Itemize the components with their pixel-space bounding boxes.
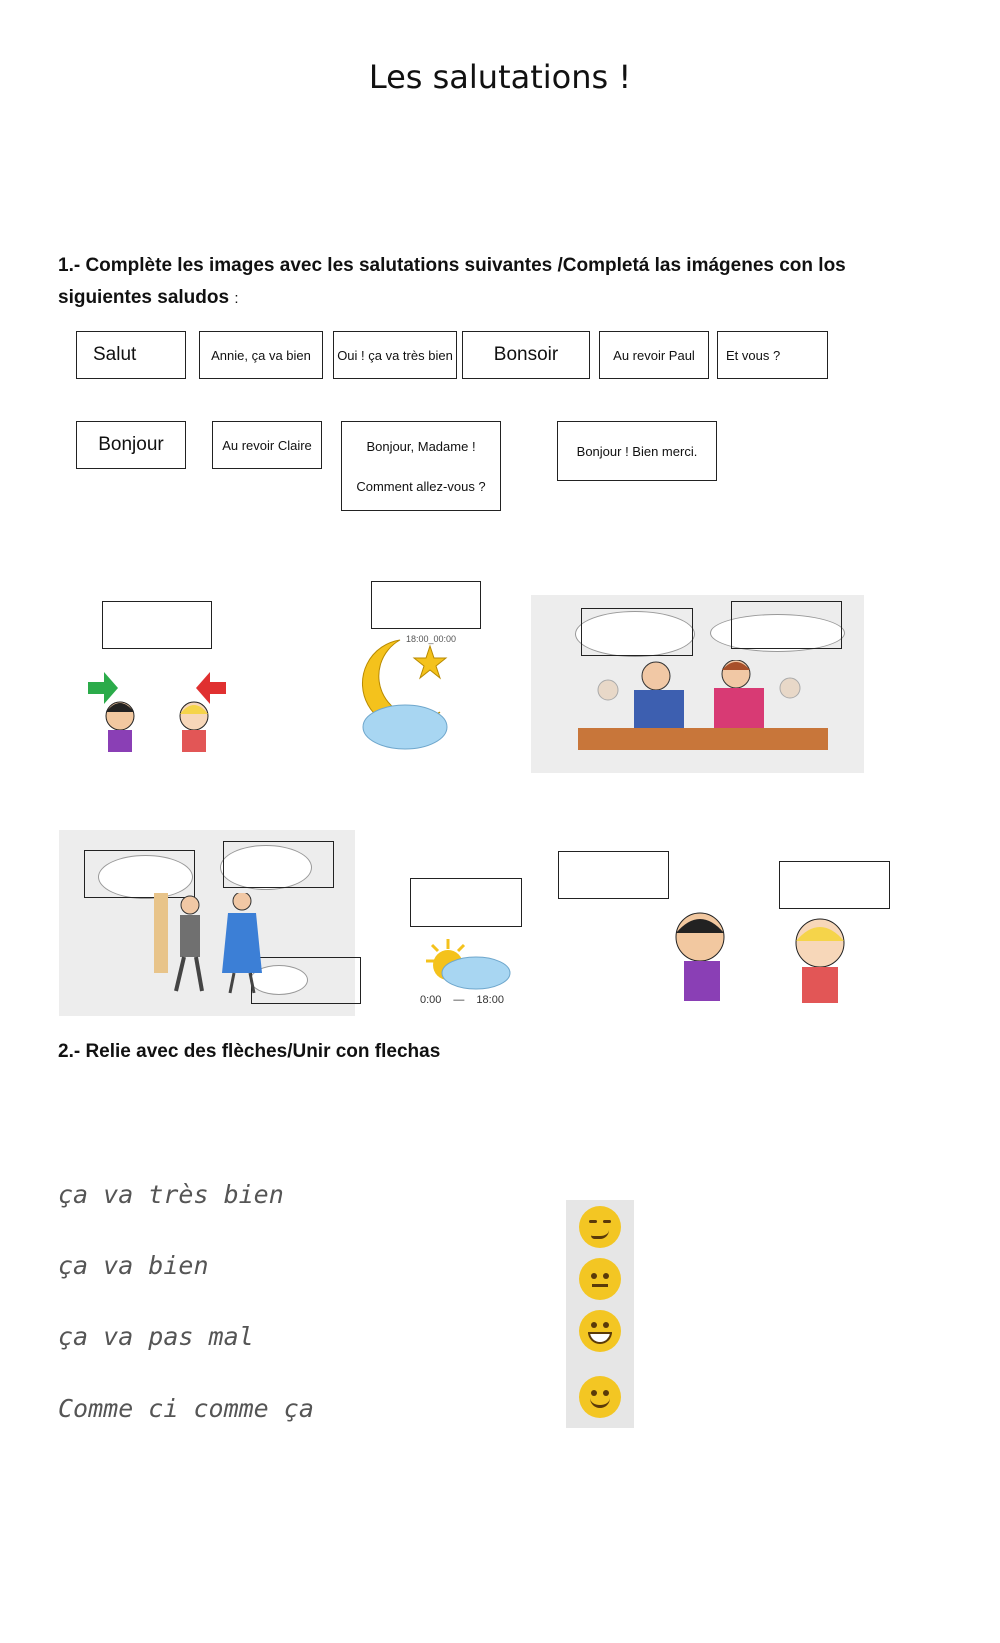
word-au-revoir-paul[interactable]: Au revoir Paul <box>599 331 709 379</box>
moon-star-illustration <box>360 632 460 762</box>
kids-greeting-illustration <box>86 668 236 758</box>
answer-box-kids-2-right[interactable] <box>779 861 890 909</box>
smiling-face-icon[interactable] <box>579 1376 621 1418</box>
answer-box-couple-2[interactable] <box>223 841 334 888</box>
word-bonjour-madame-line2: Comment allez-vous ? <box>356 478 486 494</box>
grinning-face-icon[interactable] <box>579 1310 621 1352</box>
answer-box-kids-1[interactable] <box>102 601 212 649</box>
day-time-label <box>420 994 504 1006</box>
question-1-text: 1.- Complète les images avec les salutations suivantes /Completá las imágenes con los <box>58 255 846 276</box>
answer-box-kids-2-left[interactable] <box>558 851 669 899</box>
word-bonsoir[interactable]: Bonsoir <box>462 331 590 379</box>
word-bonjour-madame-line1: Bonjour, Madame ! <box>366 438 476 454</box>
question-1 <box>58 250 846 315</box>
answer-box-classroom-1[interactable] <box>581 608 693 656</box>
day-time-end: 18:00 <box>476 994 504 1006</box>
word-au-revoir-claire[interactable]: Au revoir Claire <box>212 421 322 469</box>
day-time-start: 0:00 <box>420 994 442 1006</box>
word-salut[interactable]: Salut <box>76 331 186 379</box>
classroom-illustration <box>578 660 828 760</box>
sun-cloud-illustration <box>418 935 518 995</box>
question-1-colon: : <box>234 290 239 307</box>
word-bonjour-madame[interactable] <box>341 421 501 511</box>
word-annie-ca-va-bien[interactable]: Annie, ça va bien <box>199 331 323 379</box>
answer-box-day[interactable] <box>410 878 522 927</box>
word-et-vous[interactable]: Et vous ? <box>717 331 828 379</box>
question-1-text-line2: siguientes saludos <box>58 287 230 308</box>
page-title: Les salutations ! <box>368 58 632 96</box>
question-2: 2.- Relie avec des flèches/Unir con flechas <box>58 1041 441 1062</box>
word-bonjour[interactable]: Bonjour <box>76 421 186 469</box>
kids-waving-illustration <box>668 905 858 1005</box>
answer-box-couple-1[interactable] <box>84 850 195 898</box>
day-time-dash: — <box>453 994 465 1006</box>
couple-illustration <box>150 893 270 998</box>
word-bonjour-bien-merci[interactable]: Bonjour ! Bien merci. <box>557 421 717 481</box>
phrase-comme-ci-comme-ca[interactable]: Comme ci comme ça <box>58 1394 314 1423</box>
phrase-tres-bien[interactable]: ça va très bien <box>58 1180 284 1209</box>
neutral-face-icon[interactable] <box>579 1258 621 1300</box>
phrase-bien[interactable]: ça va bien <box>58 1251 209 1280</box>
word-oui-ca-va-tres-bien[interactable]: Oui ! ça va très bien <box>333 331 457 379</box>
smirk-face-icon[interactable] <box>579 1206 621 1248</box>
answer-box-night[interactable] <box>371 581 481 629</box>
emoji-column <box>566 1200 634 1428</box>
answer-box-classroom-2[interactable] <box>731 601 842 649</box>
night-time-label: 18:00_00:00 <box>406 634 457 644</box>
phrase-pas-mal[interactable]: ça va pas mal <box>58 1322 254 1351</box>
